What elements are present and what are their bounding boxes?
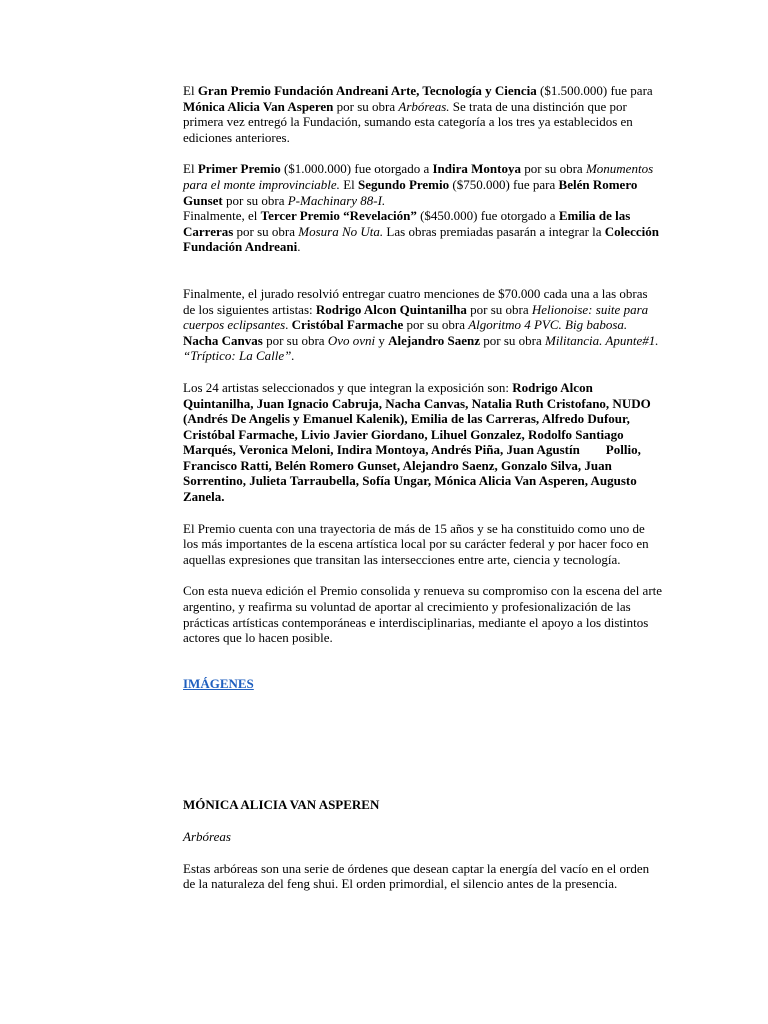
mention-artist: Alejandro Saenz [388,332,480,348]
grand-prize-name: Gran Premio Fundación Andreani Arte, Tecnología y Ciencia [197,83,537,98]
first-prize-work: Monumentos para el monte improvinciable. [183,161,654,192]
second-prize-winner: Belén Romero Gunset [183,176,638,208]
mention-artist: Rodrigo Alcon Quintanilha [315,301,467,317]
artwork-title: Arbóreas [183,829,231,844]
prizes-paragraph: El Primer Premio ($1.000.000) fue otorgado a Indira Montoya por su obra Monumentos para el monte improvinciable. El Segundo Premio ($750.000) fue para Belén Romero Gunset por su obra P-Machinary 88-I. Finalmente, el Tercer Premio “Revelación” ($450.000) fue otorgado a Emilia de las Carreras por su obra Mosura No Uta. Las obras premiadas pasarán a integrar la Colección Fundación Andreani. [183,161,659,255]
images-placeholder [183,691,663,797]
artist-name-heading: MÓNICA ALICIA VAN ASPEREN [183,797,380,813]
first-prize-winner: Indira Montoya [432,161,521,177]
images-link[interactable]: IMÁGENES [183,675,254,691]
second-prize-label: Segundo Premio [358,176,450,192]
selected-artists-paragraph: Los 24 artistas seleccionados y que integran la exposición son: Rodrigo Alcon Quintanilha, Juan Ignacio Cabruja, Nacha Canvas, Natalia Ruth Cristofano, NUDO (Andrés De Angelis y Emanuel Kalenik), Emilia de las Carreras, Alfredo Dufour, Cristóbal Farmache, Livio Javier Giordano, Lihuel Gonzalez, Rodolfo Santiago Marqués, Veronica Meloni, Indira Montoya, Andrés Piña, Juan Agustín Pollio, Francisco Ratti, Belén Romero Gunset, Alejandro Saenz, Gonzalo Silva, Juan Sorrentino, Julieta Tarraubella, Sofía Ungar, Mónica Alicia Van Asperen, Augusto Zanela. [183,379,654,505]
prize-history-paragraph: El Premio cuenta con una trayectoria de más de 15 años y se ha constituido como uno de los más importantes de la escena artística local por su carácter federal y por hacer foco en aquellas expresiones que transitan las intersecciones entre arte, ciencia y tecnología. [183,520,649,567]
second-prize-work: P-Machinary 88-I. [287,192,386,208]
grand-prize-paragraph: El Gran Premio Fundación Andreani Arte, Tecnología y Ciencia ($1.500.000) fue para Mónica Alicia Van Asperen por su obra Arbóreas. Se trata de una distinción que por primera vez entregó la Fundación, sumando esta categoría a los tres ya establecidos en ediciones anteriores. [183,83,653,145]
mention-work: Ovo ovni [327,332,376,348]
mention-work: Militancia. Apunte#1. “Tríptico: La Calle”. [183,332,659,364]
mentions-paragraph: Finalmente, el jurado resolvió entregar cuatro menciones de $70.000 cada una a las obras de los siguientes artistas: Rodrigo Alcon Quintanilha por su obra Helionoise: suite para cuerpos eclipsantes. Cristóbal Farmache por su obra Algoritmo 4 PVC. Big babosa. Nacha Canvas por su obra Ovo ovni y Alejandro Saenz por su obra Militancia. Apunte#1. “Tríptico: La Calle”. [183,285,659,364]
grand-prize-winner: Mónica Alicia Van Asperen [183,98,334,114]
mention-work: Helionoise: suite para cuerpos eclipsantes [183,301,649,333]
mention-artist: Cristóbal Farmache [291,317,404,333]
third-prize-winner: Emilia de las Carreras [183,208,631,239]
first-prize-label: Primer Premio [197,161,281,177]
document-body [183,83,663,908]
selected-artists-list: Rodrigo Alcon Quintanilha, Juan Ignacio Cabruja, Nacha Canvas, Natalia Ruth Cristofano, NUDO (Andrés De Angelis y Emanuel Kalenik), Emilia de las Carreras, Alfredo Dufour, Cristóbal Farmache, Livio Javier Giordano, Lihuel Gonzalez, Rodolfo Santiago Marqués, Veronica Meloni, Indira Montoya, Andrés Piña, Juan Agustín Pollio, Francisco Ratti, Belén Romero Gunset, Alejandro Saenz, Gonzalo Silva, Juan Sorrentino, Julieta Tarraubella, Sofía Ungar, Mónica Alicia Van Asperen, Augusto Zanela. [183,379,654,505]
prize-commitment-paragraph: Con esta nueva edición el Premio consolida y renueva su compromiso con la escena del arte argentino, y reafirma su voluntad de aportar al crecimiento y profesionalización de las prácticas artísticas contemporáneas e interdisciplinarias, mediante el apoyo a los distintos actores que lo hacen posible. [183,583,663,646]
collection-name: Colección Fundación Andreani [183,223,659,255]
third-prize-work: Mosura No Uta. [298,223,384,239]
artwork-description: Estas arbóreas son una serie de órdenes que desean captar la energía del vacío en el orden de la naturaleza del feng shui. El orden primordial, el silencio antes de la presencia. [183,860,650,892]
grand-prize-work: Arbóreas. [398,98,450,114]
third-prize-label: Tercer Premio “Revelación” [260,208,417,224]
mention-work: Algoritmo 4 PVC. Big babosa. [468,317,628,333]
mention-artist: Nacha Canvas [183,332,263,348]
